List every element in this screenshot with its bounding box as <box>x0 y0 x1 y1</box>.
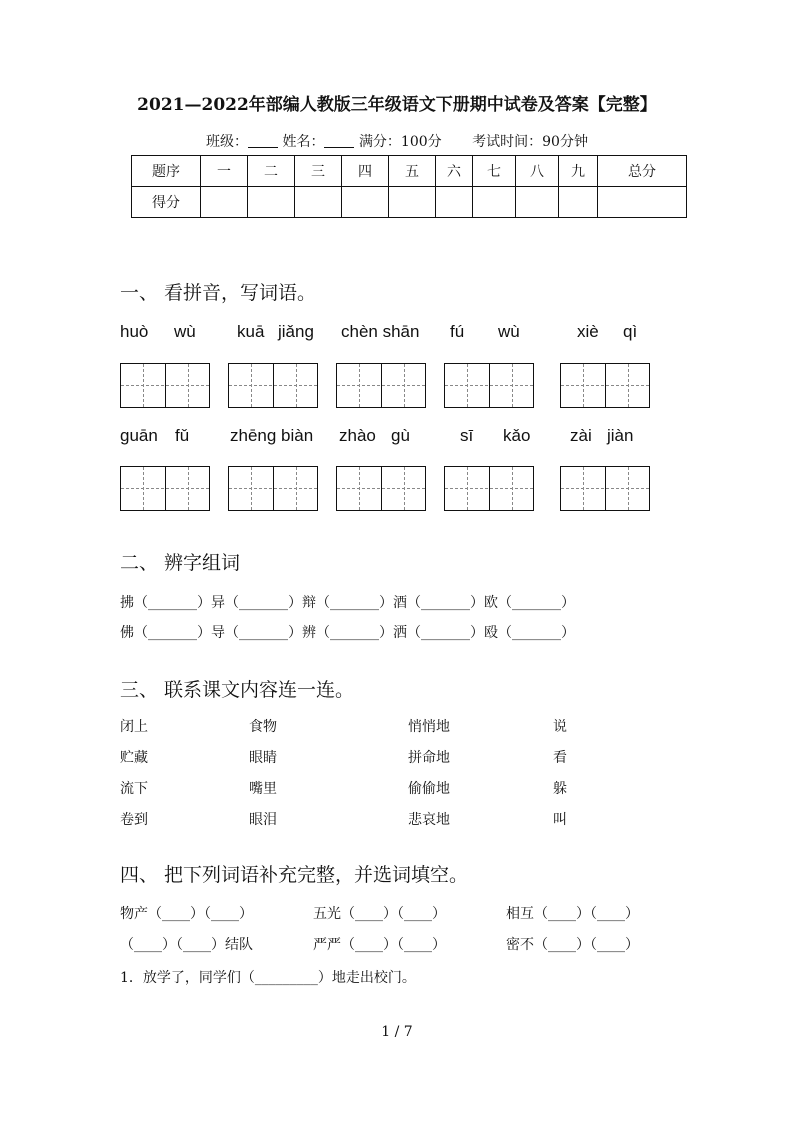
match-item[interactable]: 贮藏 <box>120 750 148 766</box>
match-item[interactable]: 说 <box>553 719 567 735</box>
writing-grid[interactable] <box>336 363 426 408</box>
pinyin: chèn shān <box>341 322 420 341</box>
char-compare-row[interactable]: 拂（_______）异（_______）辩（_______）酒（_______）欧（_______） <box>120 595 575 611</box>
pinyin: wù <box>498 322 520 341</box>
full-score: 满分：100分 <box>358 134 442 150</box>
match-item[interactable]: 叫 <box>553 812 567 828</box>
score-cell[interactable] <box>201 187 248 218</box>
score-header-cell: 六 <box>436 156 473 187</box>
pinyin: fǔ <box>175 426 190 445</box>
pinyin: kuā <box>237 322 265 341</box>
match-item[interactable]: 拼命地 <box>408 750 450 766</box>
score-cell[interactable] <box>516 187 559 218</box>
pinyin: xiè <box>577 322 599 341</box>
match-item[interactable]: 躲 <box>553 781 567 797</box>
score-header-cell: 题序 <box>132 156 201 187</box>
score-cell[interactable] <box>248 187 295 218</box>
writing-grid[interactable] <box>336 466 426 511</box>
writing-grid[interactable] <box>228 363 318 408</box>
score-cell[interactable] <box>342 187 389 218</box>
writing-grid[interactable] <box>120 363 210 408</box>
score-header-cell: 总分 <box>598 156 687 187</box>
exam-time: 考试时间：90分钟 <box>472 134 588 150</box>
match-item[interactable]: 食物 <box>249 719 277 735</box>
score-header-cell: 五 <box>389 156 436 187</box>
pinyin: zài <box>570 426 592 445</box>
match-item[interactable]: 卷到 <box>120 812 148 828</box>
writing-grid[interactable] <box>444 466 534 511</box>
match-item[interactable]: 闭上 <box>120 719 148 735</box>
score-cell[interactable] <box>598 187 687 218</box>
page-number: 1 / 7 <box>381 1024 413 1040</box>
pinyin: wù <box>174 322 196 341</box>
score-row-label: 得分 <box>132 187 201 218</box>
section1-heading: 一、 看拼音，写词语。 <box>120 282 317 304</box>
class-blank[interactable] <box>248 135 278 148</box>
section2-heading: 二、 辨字组词 <box>120 552 241 574</box>
pinyin: sī <box>460 426 474 445</box>
score-header-cell: 七 <box>473 156 516 187</box>
name-label: 姓名： <box>282 134 325 150</box>
score-table-score-row <box>132 187 687 218</box>
score-cell[interactable] <box>295 187 342 218</box>
idiom-fill[interactable]: 物产（____）（____） <box>120 906 253 922</box>
score-cell[interactable] <box>473 187 516 218</box>
pinyin: huò <box>120 322 149 341</box>
match-item[interactable]: 偷偷地 <box>408 781 450 797</box>
writing-grid[interactable] <box>228 466 318 511</box>
idiom-fill[interactable]: 密不（____）（____） <box>506 937 639 953</box>
char-compare-row[interactable]: 佛（_______）导（_______）辨（_______）洒（_______）殴（_______） <box>120 625 575 641</box>
idiom-fill[interactable]: 严严（____）（____） <box>313 937 446 953</box>
pinyin: kǎo <box>503 426 531 445</box>
writing-grid[interactable] <box>560 466 650 511</box>
score-cell[interactable] <box>436 187 473 218</box>
match-item[interactable]: 嘴里 <box>249 781 277 797</box>
pinyin: qì <box>623 322 638 341</box>
score-table <box>131 155 687 218</box>
writing-grid[interactable] <box>444 363 534 408</box>
score-header-cell: 四 <box>342 156 389 187</box>
name-blank[interactable] <box>324 135 354 148</box>
pinyin: guān <box>120 426 158 445</box>
writing-grid[interactable] <box>120 466 210 511</box>
section4-heading: 四、 把下列词语补充完整，并选词填空。 <box>120 864 469 886</box>
match-item[interactable]: 眼泪 <box>249 812 277 828</box>
idiom-fill[interactable]: 五光（____）（____） <box>313 906 446 922</box>
match-item[interactable]: 悲哀地 <box>408 812 450 828</box>
idiom-fill[interactable]: 相互（____）（____） <box>506 906 639 922</box>
pinyin: jiàn <box>607 426 634 445</box>
page-title: 2021—2022年部编人教版三年级语文下册期中试卷及答案【完整】 <box>137 95 657 115</box>
score-header-cell: 二 <box>248 156 295 187</box>
match-item[interactable]: 眼睛 <box>249 750 277 766</box>
match-item[interactable]: 悄悄地 <box>408 719 450 735</box>
match-item[interactable]: 看 <box>553 750 567 766</box>
idiom-fill[interactable]: （____）（____）结队 <box>120 937 253 953</box>
score-cell[interactable] <box>559 187 598 218</box>
score-header-cell: 九 <box>559 156 598 187</box>
section3-heading: 三、 联系课文内容连一连。 <box>120 679 355 701</box>
score-header-cell: 八 <box>516 156 559 187</box>
fill-question[interactable]: 1．放学了，同学们（_________）地走出校门。 <box>120 970 416 986</box>
class-label: 班级： <box>206 134 249 150</box>
exam-info <box>0 131 794 151</box>
pinyin: gù <box>391 426 410 445</box>
match-item[interactable]: 流下 <box>120 781 148 797</box>
writing-grid[interactable] <box>560 363 650 408</box>
score-header-cell: 一 <box>201 156 248 187</box>
pinyin: fú <box>450 322 465 341</box>
score-header-cell: 三 <box>295 156 342 187</box>
score-cell[interactable] <box>389 187 436 218</box>
pinyin: zhào <box>339 426 376 445</box>
score-table-header-row <box>132 156 687 187</box>
pinyin: jiǎng <box>278 322 314 341</box>
pinyin: zhēng biàn <box>230 426 314 445</box>
